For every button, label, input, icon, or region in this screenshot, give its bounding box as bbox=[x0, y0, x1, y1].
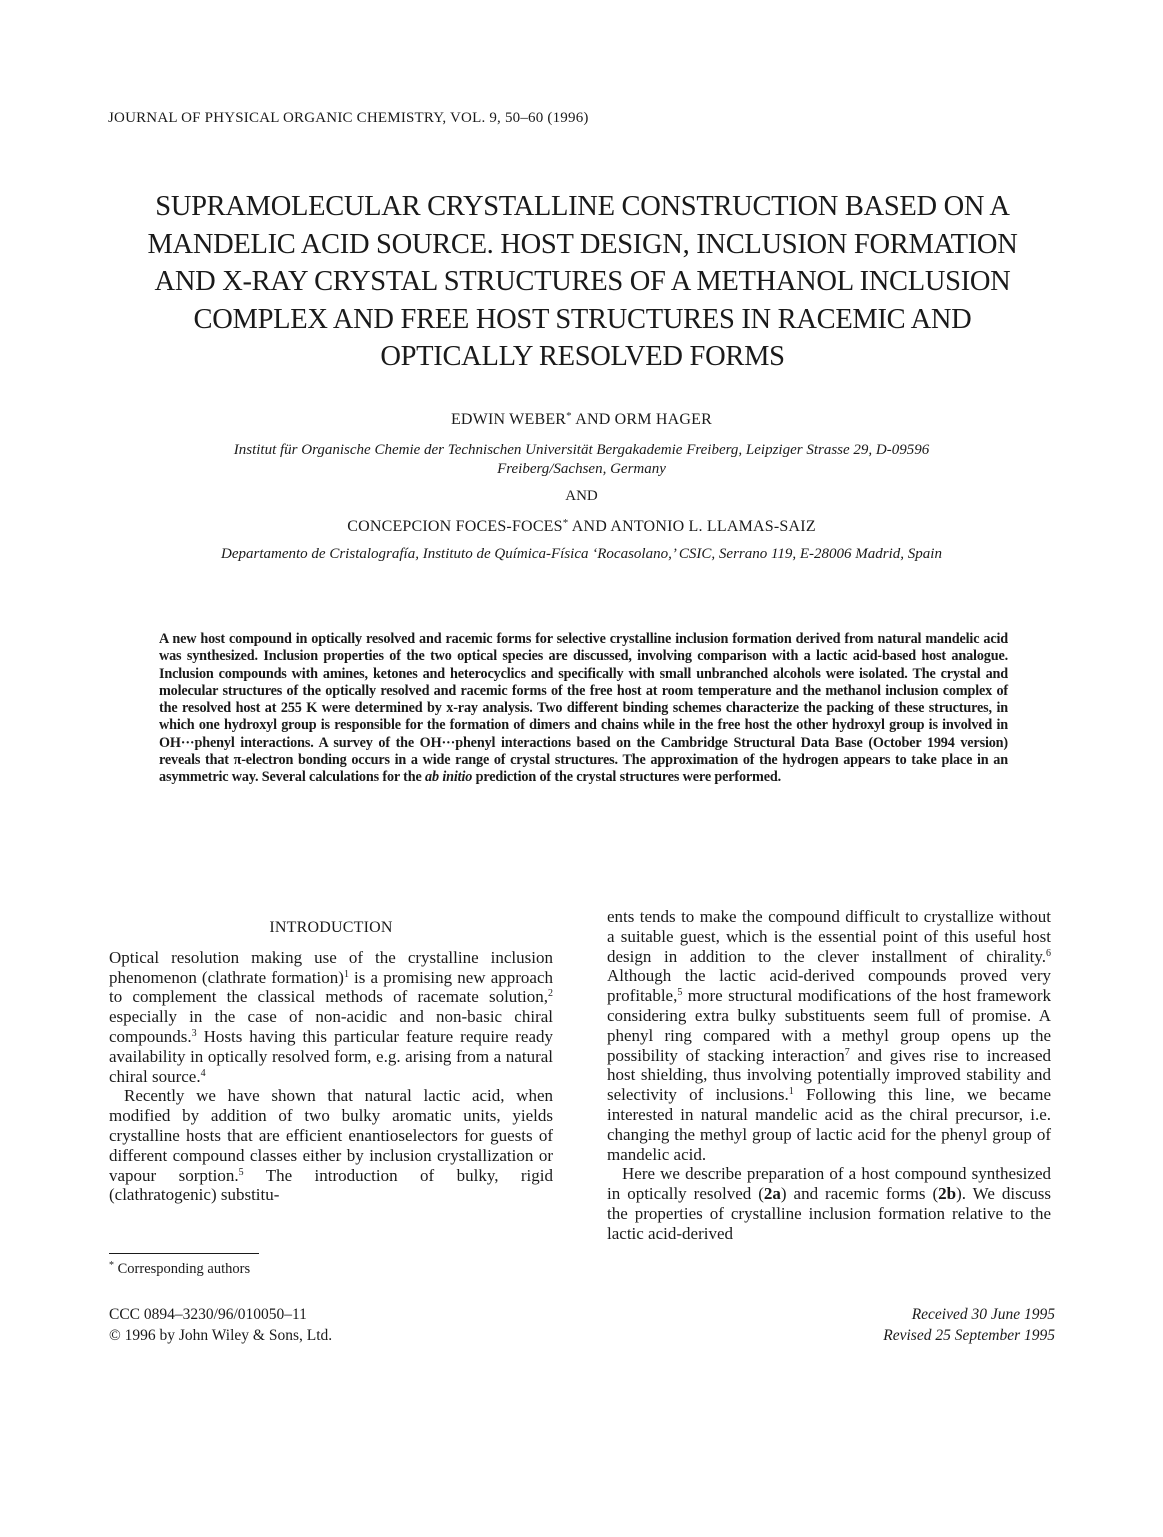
text: Optical resolution making use of the crystalline inclusion phenomenon (clathrate formation) bbox=[109, 947, 553, 987]
reference-mark: 5 bbox=[677, 987, 683, 999]
left-column bbox=[109, 905, 553, 1205]
authors-line-2 bbox=[0, 518, 1163, 536]
text: Although the lactic acid-derived compounds proved very profitable, bbox=[607, 966, 1051, 1006]
ccc-code: CCC 0894–3230/96/010050–11 bbox=[109, 1306, 307, 1323]
footnote bbox=[109, 1261, 250, 1278]
text: Hosts having this particular feature require ready availability in optically resolved form, e.g. arising from a natural chiral source. bbox=[109, 1026, 553, 1086]
text: Here we describe preparation of a host compound synthesized in optically resolved ( bbox=[607, 1164, 1051, 1204]
revised-date: Revised 25 September 1995 bbox=[883, 1327, 1055, 1344]
abstract-italic: ab initio bbox=[425, 769, 473, 786]
text: and gives rise to increased host shielding, thus involving potentially improved stability and selectivity of inclusions. bbox=[607, 1045, 1051, 1105]
text: ). We discuss the properties of crystalline inclusion formation relative to the lactic acid-derived bbox=[607, 1184, 1051, 1243]
paper-title bbox=[95, 188, 1070, 376]
text: is a promising new approach to complement the classical methods of racemate solution, bbox=[109, 967, 554, 1007]
footnote-mark: * bbox=[109, 1260, 114, 1271]
authors-line-1 bbox=[0, 411, 1163, 429]
title-line: MANDELIC ACID SOURCE. HOST DESIGN, INCLUSION FORMATION bbox=[147, 228, 1018, 260]
author-name: AND ANTONIO L. LLAMAS-SAIZ bbox=[568, 518, 816, 535]
corresponding-mark: * bbox=[566, 410, 572, 422]
text: Following this line, we became interested in natural mandelic acid as the chiral precursor, i.e. changing the methyl group of lactic acid for the phenyl group of mandelic acid. bbox=[607, 1085, 1051, 1164]
affiliation-line: Institut für Organische Chemie der Technischen Universität Bergakademie Freiberg, Leipziger Strasse 29, D-09596 bbox=[233, 442, 930, 458]
abstract bbox=[159, 631, 1008, 787]
reference-mark: 5 bbox=[238, 1166, 244, 1178]
title-line: OPTICALLY RESOLVED FORMS bbox=[380, 341, 785, 372]
paragraph bbox=[607, 907, 1051, 1164]
section-heading-introduction: INTRODUCTION bbox=[269, 919, 393, 936]
author-name: AND ORM HAGER bbox=[571, 411, 713, 428]
title-line: COMPLEX AND FREE HOST STRUCTURES IN RACEMIC AND bbox=[193, 303, 972, 335]
reference-mark: 4 bbox=[200, 1067, 206, 1079]
copyright-line: © 1996 by John Wiley & Sons, Ltd. bbox=[109, 1327, 333, 1344]
abstract-text: A new host compound in optically resolved and racemic forms for selective crystalline inclusion formation derived from natural mandelic acid was synthesized. Inclusion properties of the two optical species are discussed, involving comparison with a lactic acid-based host analogue. Inclusion compounds with amines, ketones and heterocyclics and specifically with small unbranched alcohols were isolated. The crystal and molecular structures of the optically resolved and racemic forms of the free host at room temperature and the methanol inclusion complex of the resolved host at 255 K were determined by x-ray analysis. Two different binding schemes characterize the packing of these structures, in which one hydroxyl group is responsible for the formation of dimers and chains while in the free host the other hydroxyl group is involved in OH···phenyl interactions. A survey of the OH···phenyl interactions based on the Cambridge Structural Data Base (October 1994 version) reveals that π-electron bonding occurs in a wide range of crystal structures. The approximation of the hydrogen appears to take place in an asymmetric way. Several calculations for the bbox=[159, 631, 1008, 786]
compound-label: 2b bbox=[938, 1184, 957, 1204]
footnote-text: Corresponding authors bbox=[114, 1261, 251, 1277]
paragraph bbox=[109, 948, 553, 1087]
dates-block bbox=[883, 1304, 1055, 1346]
reference-mark: 2 bbox=[548, 988, 553, 1000]
reference-mark: 1 bbox=[788, 1086, 794, 1098]
received-date: Received 30 June 1995 bbox=[911, 1306, 1055, 1323]
copyright-block bbox=[109, 1304, 332, 1346]
title-line: SUPRAMOLECULAR CRYSTALLINE CONSTRUCTION BASED ON A bbox=[155, 191, 1010, 222]
text: The introduction of bulky, rigid (clathratogenic) substitu- bbox=[109, 1165, 553, 1205]
text: Recently we have shown that natural lactic acid, when modified by addition of two bulky aromatic units, yields crystalline hosts that are efficient enantioselectors for guests of different compound classes either by inclusion crystallization or vapour sorption. bbox=[109, 1086, 553, 1185]
author-name: EDWIN WEBER bbox=[450, 411, 567, 428]
reference-mark: 6 bbox=[1046, 947, 1051, 959]
footnote-divider bbox=[109, 1253, 259, 1254]
journal-header: JOURNAL OF PHYSICAL ORGANIC CHEMISTRY, VOL. 9, 50–60 (1996) bbox=[108, 110, 589, 126]
and-separator: AND bbox=[565, 488, 598, 504]
text: ) and racemic forms ( bbox=[780, 1184, 939, 1204]
right-column bbox=[607, 907, 1051, 1244]
affiliation-2: Departamento de Cristalografía, Instituto de Química-Física ‘Rocasolano,’ CSIC, Serrano 119, E-28006 Madrid, Spain bbox=[221, 546, 942, 562]
paragraph bbox=[607, 1164, 1051, 1243]
affiliation-1 bbox=[60, 441, 1103, 479]
text: especially in the case of non-acidic and non-basic chiral compounds. bbox=[109, 1007, 553, 1046]
title-line: AND X-RAY CRYSTAL STRUCTURES OF A METHANOL INCLUSION bbox=[154, 266, 1011, 297]
text: more structural modifications of the host framework considering extra bulky substituents seem full of promise. A phenyl ring compared with a methyl group opens up the possibility of stacking interaction bbox=[607, 986, 1051, 1065]
abstract-text: prediction of the crystal structures were performed. bbox=[472, 769, 782, 786]
corresponding-mark: * bbox=[562, 517, 569, 529]
reference-mark: 3 bbox=[191, 1027, 197, 1039]
reference-mark: 7 bbox=[844, 1046, 850, 1058]
author-name: CONCEPCION FOCES-FOCES bbox=[347, 518, 563, 535]
text: ents tends to make the compound difficult to crystallize without a suitable guest, which is the essential point of this useful host design in addition to the clever installment of chirality. bbox=[607, 907, 1051, 966]
reference-mark: 1 bbox=[343, 968, 349, 980]
compound-label: 2a bbox=[763, 1184, 781, 1204]
paragraph bbox=[109, 1086, 553, 1205]
affiliation-line: Freiberg/Sachsen, Germany bbox=[497, 461, 666, 477]
